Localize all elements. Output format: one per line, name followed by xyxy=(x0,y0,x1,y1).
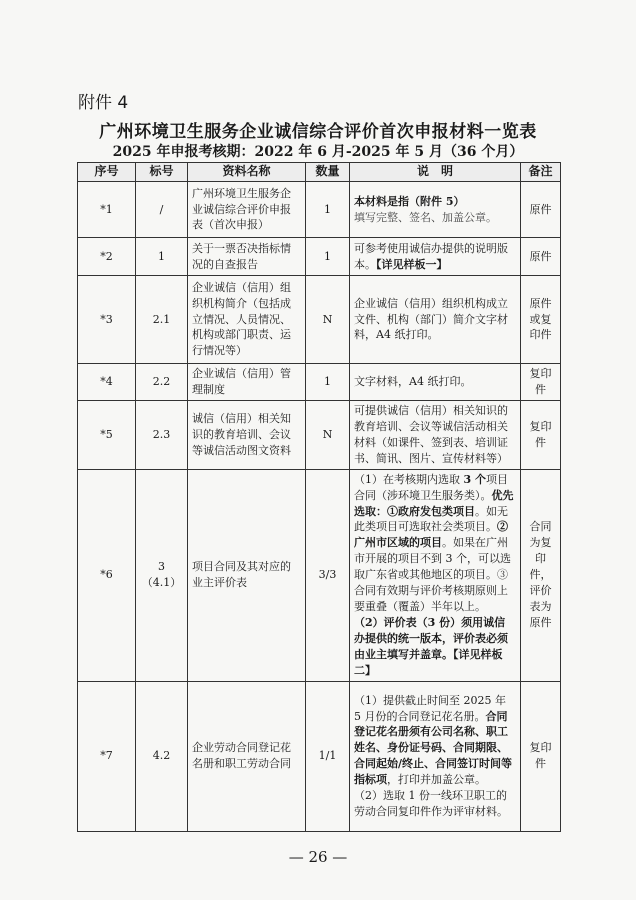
desc-bold: 合同登记花名册须有公司名称、职工姓名、身份证号码、合同期限、合同起始/终止、合同签订时间等指标项 xyxy=(354,709,513,787)
table-row xyxy=(78,364,561,401)
cell-remark: 复印件 xyxy=(521,681,561,831)
header-qty: 数量 xyxy=(306,163,350,182)
cell-qty: 1 xyxy=(306,238,350,276)
cell-desc: 可提供诚信（信用）相关知识的教育培训、会议等诚信活动相关材料（如课件、签到表、培训证书、简讯、图片、宣传材料等） xyxy=(350,400,521,469)
cell-std: / xyxy=(136,182,188,238)
cell-remark: 原件或复印件 xyxy=(521,276,561,364)
attachment-label: 附件 4 xyxy=(78,93,129,113)
cell-std: 2.1 xyxy=(136,276,188,364)
cell-name: 企业诚信（信用）组织机构简介（包括成立情况、人员情况、机构或部门职责、运行情况等） xyxy=(188,276,306,364)
cell-remark: 原件 xyxy=(521,238,561,276)
header-seq: 序号 xyxy=(78,163,136,182)
cell-seq: *2 xyxy=(78,238,136,276)
header-name: 资料名称 xyxy=(188,163,306,182)
std-code: 3 xyxy=(158,560,165,574)
cell-std: 2.3 xyxy=(136,400,188,469)
desc-bold: （2）评价表（3 份）须用诚信办提供的统一版本，评价表必须由业主填写并盖章。【详见样板二】 xyxy=(354,616,508,677)
cell-desc xyxy=(350,681,521,831)
table-row xyxy=(78,681,561,831)
cell-std: 4.2 xyxy=(136,681,188,831)
cell-desc: 文字材料，A4 纸打印。 xyxy=(350,364,521,401)
cell-qty: 3/3 xyxy=(306,469,350,681)
cell-qty: 1 xyxy=(306,182,350,238)
cell-std: 1 xyxy=(136,238,188,276)
header-std: 标号 xyxy=(136,163,188,182)
cell-name: 企业诚信（信用）管理制度 xyxy=(188,364,306,401)
cell-remark: 原件 xyxy=(521,182,561,238)
desc-part: 项目合同（涉环境卫生服务类）。 xyxy=(354,472,508,502)
cell-desc xyxy=(350,469,521,681)
desc-bold: 本材料是指（附件 5） xyxy=(354,194,465,208)
std-code-alt: （4.1） xyxy=(141,576,182,590)
table-row xyxy=(78,238,561,276)
cell-std: 2.2 xyxy=(136,364,188,401)
cell-desc xyxy=(350,182,521,238)
materials-table xyxy=(77,162,561,832)
desc-part: 。如无此类项目可选取社会类项目。 xyxy=(354,504,508,534)
desc-part: ，打印并加盖公章。 xyxy=(387,773,486,787)
cell-seq: *1 xyxy=(78,182,136,238)
table-row xyxy=(78,400,561,469)
cell-seq: *7 xyxy=(78,681,136,831)
desc-part: 。如果在广州市开展的项目不到 3 个，可以选取广东省或其他地区的项目。③合同有效期与评价考核期原则上要重叠（覆盖）半年以上。 xyxy=(354,536,511,614)
cell-qty: N xyxy=(306,400,350,469)
cell-seq: *3 xyxy=(78,276,136,364)
cell-remark: 复印件 xyxy=(521,400,561,469)
page-number: — 26 — xyxy=(288,848,348,866)
desc-bold: 优先选取：①政府发包类项目 xyxy=(354,488,514,518)
desc-bold: 3 个 xyxy=(463,472,486,486)
document-subtitle: 2025 年申报考核期：2022 年 6 月-2025 年 5 月（36 个月） xyxy=(112,144,524,160)
cell-desc: 企业诚信（信用）组织机构成立文件、机构（部门）简介文字材料，A4 纸打印。 xyxy=(350,276,521,364)
desc-extra: 填写完整、签名、加盖公章。 xyxy=(354,210,497,224)
cell-name: 广州环境卫生服务企业诚信综合评价申报表（首次申报） xyxy=(188,182,306,238)
desc-text: 可参考使用诚信办提供的说明版本。 xyxy=(354,241,508,271)
table-row xyxy=(78,182,561,238)
cell-std xyxy=(136,469,188,681)
cell-name: 企业劳动合同登记花名册和职工劳动合同 xyxy=(188,681,306,831)
desc-part: （2）选取 1 份一线环卫职工的劳动合同复印件作为评审材料。 xyxy=(354,789,508,819)
cell-qty: 1 xyxy=(306,364,350,401)
document-title: 广州环境卫生服务企业诚信综合评价首次申报材料一览表 xyxy=(99,122,537,142)
table-row xyxy=(78,276,561,364)
desc-part: （1）提供截止时间至 2025 年 5 月份的合同登记花名册。 xyxy=(354,693,506,723)
table-header-row xyxy=(78,163,561,182)
cell-seq: *5 xyxy=(78,400,136,469)
cell-desc xyxy=(350,238,521,276)
cell-qty: 1/1 xyxy=(306,681,350,831)
cell-name: 项目合同及其对应的业主评价表 xyxy=(188,469,306,681)
header-desc: 说 明 xyxy=(350,163,521,182)
table-row xyxy=(78,469,561,681)
desc-part: （1）在考核期内选取 xyxy=(354,472,464,486)
cell-remark: 复印件 xyxy=(521,364,561,401)
cell-seq: *4 xyxy=(78,364,136,401)
cell-name: 关于一票否决指标情况的自查报告 xyxy=(188,238,306,276)
cell-seq: *6 xyxy=(78,469,136,681)
desc-bold: 【详见样板一】 xyxy=(376,257,448,271)
cell-remark: 合同为复印件，评价表为原件 xyxy=(521,469,561,681)
desc-bold: ②广州市区域的项目 xyxy=(354,520,508,550)
header-remark: 备注 xyxy=(521,163,561,182)
cell-qty: N xyxy=(306,276,350,364)
cell-name: 诚信（信用）相关知识的教育培训、会议等诚信活动图文资料 xyxy=(188,400,306,469)
